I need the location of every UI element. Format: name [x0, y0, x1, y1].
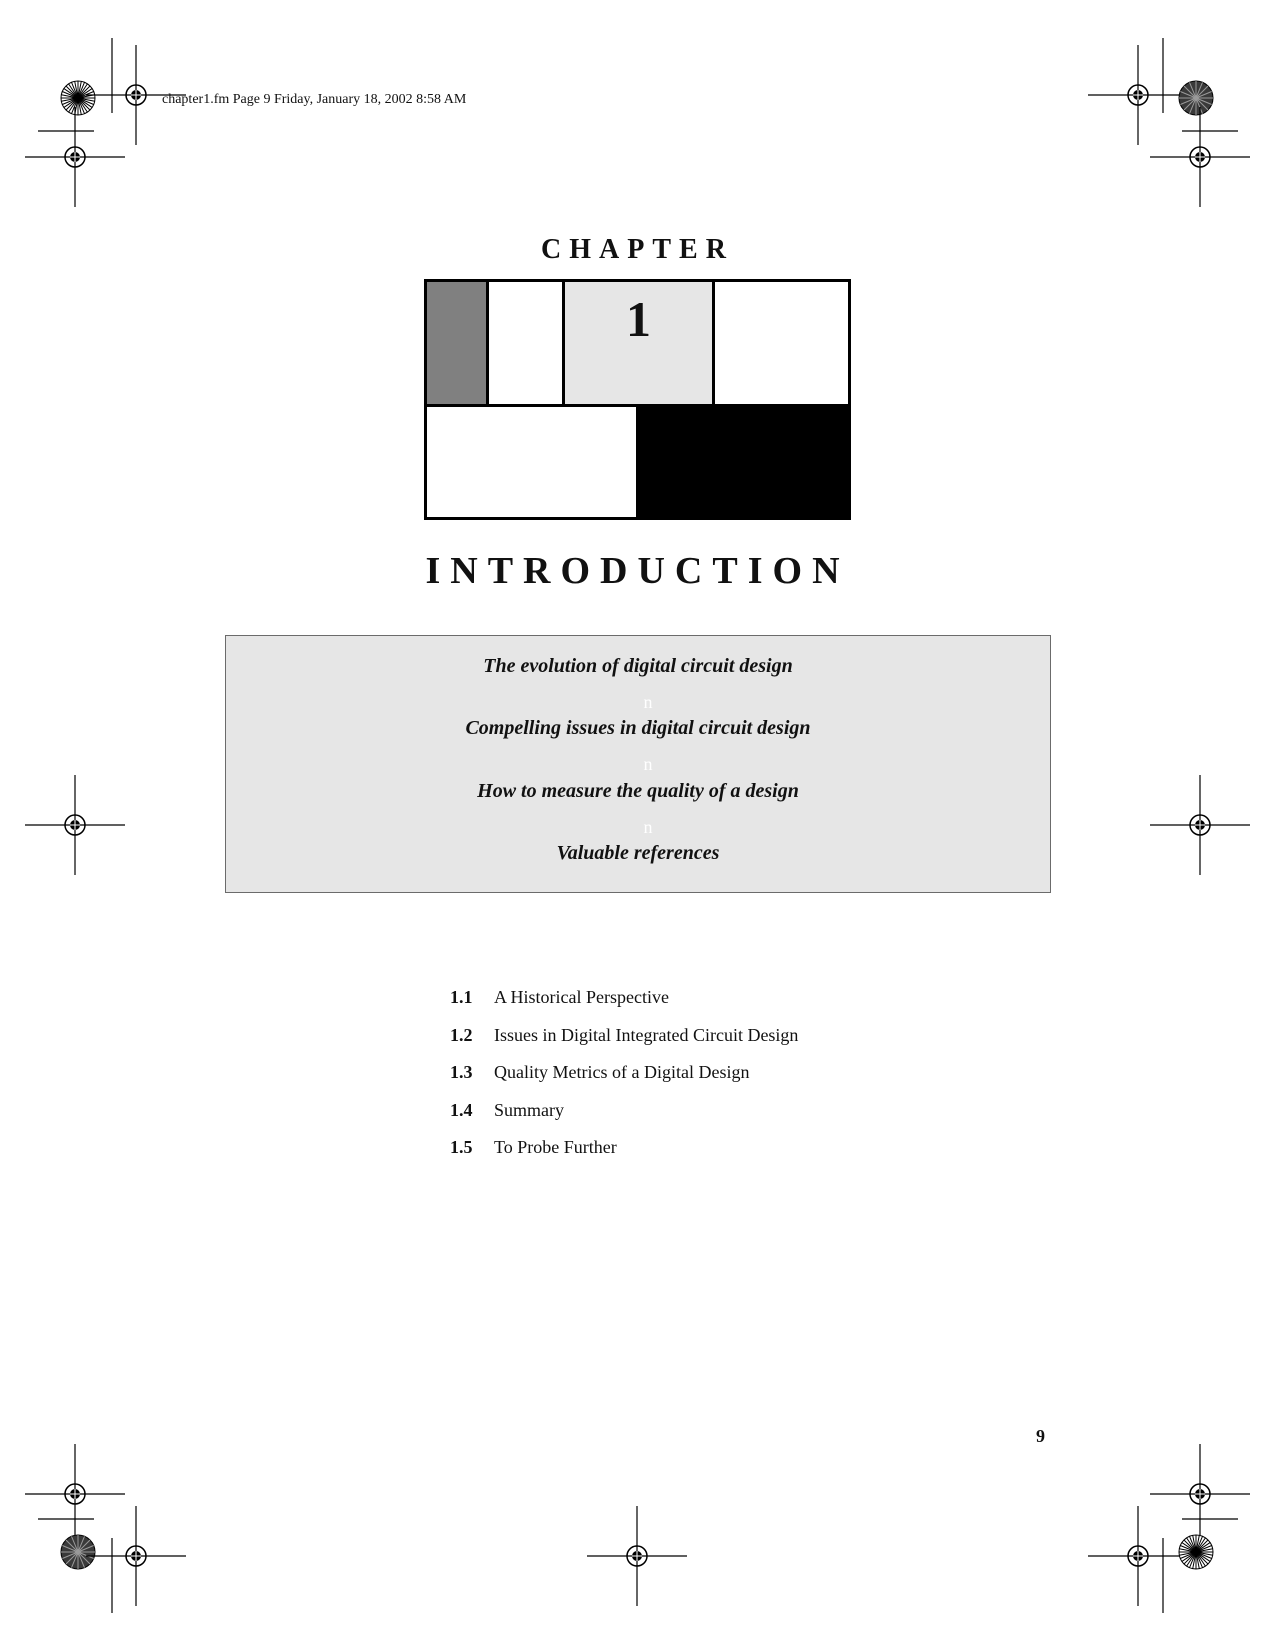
- topic-item: How to measure the quality of a design: [477, 780, 799, 802]
- registration-mark-icon: [1088, 1506, 1188, 1606]
- toc-section-title: A Historical Perspective: [494, 987, 669, 1007]
- registration-mark-icon: [25, 775, 125, 875]
- toc-section-title: To Probe Further: [494, 1137, 617, 1157]
- block-white-cell: [424, 404, 639, 520]
- topics-box: [225, 635, 1051, 893]
- chapter-graphic: [424, 279, 851, 520]
- topic-item: Compelling issues in digital circuit design: [465, 717, 811, 739]
- toc-section-number: 1.3: [450, 1062, 473, 1082]
- starwheel-mark-icon: [61, 81, 95, 115]
- topic-separator: n: [643, 692, 653, 712]
- registration-mark-icon: [1150, 1444, 1250, 1544]
- starwheel-mark-icon: [1179, 1535, 1213, 1569]
- toc-section-number: 1.5: [450, 1137, 473, 1157]
- toc-entry: [450, 1100, 798, 1138]
- registration-mark-icon: [86, 1506, 186, 1606]
- toc-section-title: Issues in Digital Integrated Circuit Design: [494, 1024, 799, 1045]
- starwheel-mark-icon: [61, 1535, 95, 1569]
- toc-entry: [450, 1025, 798, 1063]
- toc-entry: [450, 1062, 798, 1100]
- registration-mark-icon: [1150, 775, 1250, 875]
- file-info-header: chapter1.fm Page 9 Friday, January 18, 2002 8:58 AM: [162, 92, 467, 107]
- block-white-cell: [486, 279, 565, 407]
- table-of-contents: [450, 987, 798, 1175]
- topic-item: Valuable references: [556, 842, 720, 864]
- chapter-title: INTRODUCTION: [425, 550, 850, 592]
- page-number: 9: [1036, 1426, 1045, 1446]
- registration-mark-icon: [1150, 107, 1250, 207]
- block-black-cell: [636, 404, 851, 520]
- topic-separator: n: [643, 817, 653, 837]
- block-number-cell: [562, 279, 715, 407]
- registration-mark-icon: [25, 107, 125, 207]
- block-white-cell: [712, 279, 851, 407]
- toc-section-title: Quality Metrics of a Digital Design: [494, 1062, 750, 1082]
- chapter-number: 1: [626, 291, 651, 347]
- starwheel-mark-icon: [1179, 81, 1213, 115]
- topic-item: The evolution of digital circuit design: [483, 655, 793, 677]
- toc-section-number: 1.1: [450, 987, 473, 1007]
- toc-entry: [450, 987, 798, 1025]
- registration-mark-icon: [587, 1506, 687, 1606]
- toc-entry: [450, 1137, 798, 1175]
- block-gray-cell: [424, 279, 489, 407]
- toc-section-number: 1.2: [450, 1024, 473, 1045]
- registration-mark-icon: [1088, 45, 1188, 145]
- toc-section-number: 1.4: [450, 1099, 473, 1120]
- topic-separator: n: [643, 754, 653, 774]
- chapter-label: CHAPTER: [541, 234, 734, 265]
- registration-mark-icon: [25, 1444, 125, 1544]
- toc-section-title: Summary: [494, 1099, 564, 1120]
